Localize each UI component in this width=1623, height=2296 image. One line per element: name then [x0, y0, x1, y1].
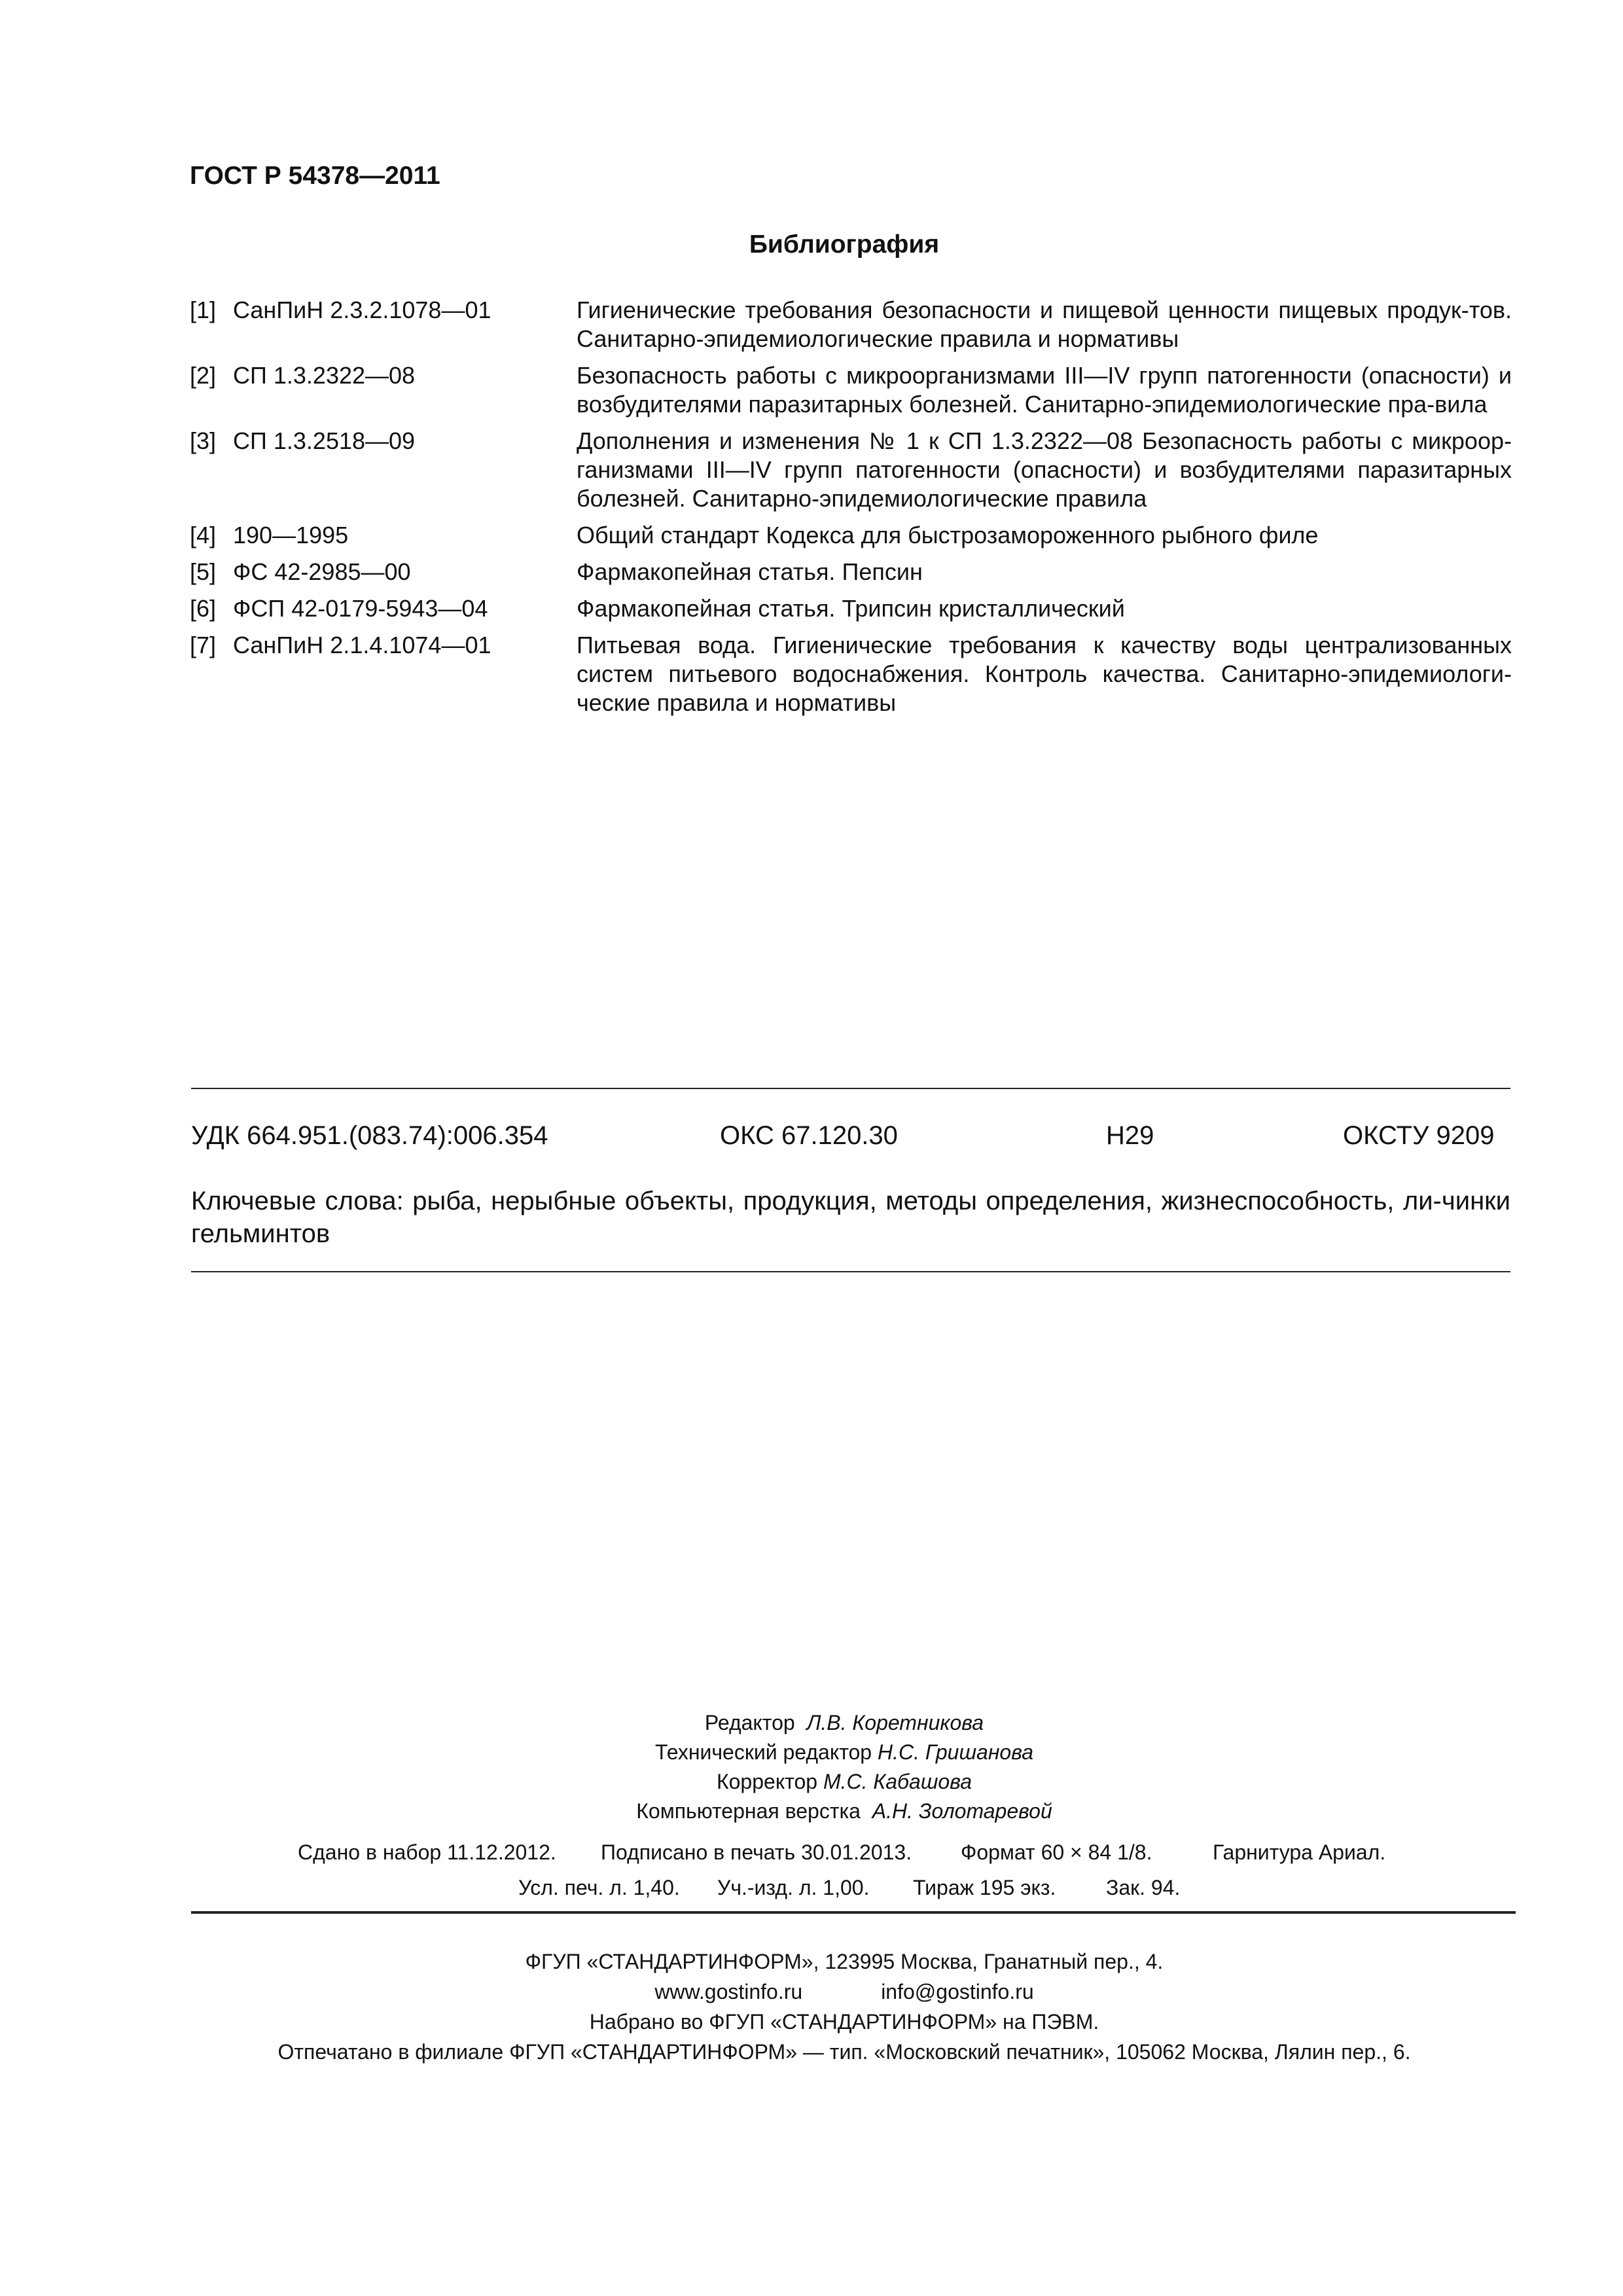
entry-number: [7] [190, 632, 217, 658]
divider-top [191, 1088, 1510, 1089]
order-number: Зак. 94. [1106, 1876, 1181, 1899]
bibliography-entry [190, 521, 1512, 550]
credit-line [0, 1738, 1623, 1767]
entry-number: [4] [190, 522, 217, 548]
entry-description: Гигиенические требования безопасности и пищевой ценности пищевых продук-тов. Санитарно-эпидемиологические правила и нормативы [577, 296, 1512, 352]
entry-reference: СП 1.3.2518—09 [233, 427, 416, 454]
category-code: Н29 [1106, 1121, 1154, 1150]
divider-bottom [191, 1271, 1510, 1272]
entry-number: [3] [190, 427, 217, 454]
entry-description: Безопасность работы с микроорганизмами III—IV групп патогенности (опасности) и возбудителями паразитарных болезней. Санитарно-эпидемиологические пра-вила [577, 362, 1512, 418]
print-format: Формат 60 × 84 1/8. [961, 1840, 1152, 1864]
publisher-footer [0, 1946, 1623, 2067]
entry-description: Фармакопейная статья. Пепсин [577, 558, 923, 585]
editorial-credits [0, 1708, 1623, 1826]
entry-reference: ФС 42-2985—00 [233, 558, 411, 585]
publisher-contacts [0, 1977, 1623, 2007]
entry-description: Дополнения и изменения № 1 к СП 1.3.2322—08 Безопасность работы с микроор-ганизмами III—IV групп патогенности (опасности) и возбудителями паразитарных болезней. Санитарно-эпидемиологические правила [577, 427, 1512, 512]
credit-role: Редактор [704, 1711, 795, 1734]
entry-number: [6] [190, 595, 217, 622]
email-link[interactable]: info@gostinfo.ru [881, 1980, 1034, 2003]
submitted-date: Сдано в набор 11.12.2012. [298, 1840, 556, 1864]
entry-reference: СанПиН 2.1.4.1074—01 [233, 632, 491, 658]
bibliography-entry [190, 361, 1512, 419]
signed-date: Подписано в печать 30.01.2013. [601, 1840, 912, 1864]
bibliography-list [190, 296, 1512, 725]
printed-note: Отпечатано в филиале ФГУП «СТАНДАРТИНФОРМ» — тип. «Московский печатник», 105062 Москва, Лялин пер., 6. [277, 2040, 1411, 2064]
credit-line [0, 1797, 1623, 1826]
entry-reference: 190—1995 [233, 522, 349, 548]
divider-footer [191, 1911, 1516, 1914]
typeset-note: Набрано во ФГУП «СТАНДАРТИНФОРМ» на ПЭВМ. [589, 2010, 1099, 2034]
print-sheets: Усл. печ. л. 1,40. [518, 1876, 680, 1899]
bibliography-entry [190, 631, 1512, 717]
entry-number: [1] [190, 296, 217, 323]
entry-reference: СанПиН 2.3.2.1078—01 [233, 296, 491, 323]
credit-line [0, 1767, 1623, 1797]
bibliography-entry [190, 594, 1512, 623]
oks-code: ОКС 67.120.30 [720, 1121, 898, 1150]
credit-name: А.Н. Золотаревой [872, 1799, 1052, 1823]
section-title: Библиография [749, 230, 940, 259]
credit-line [0, 1708, 1623, 1738]
entry-reference: СП 1.3.2322—08 [233, 362, 416, 389]
credit-name: М.С. Кабашова [823, 1770, 972, 1793]
standard-number: ГОСТ Р 54378—2011 [190, 162, 440, 190]
entry-number: [2] [190, 362, 217, 389]
entry-number: [5] [190, 558, 217, 585]
credit-role: Компьютерная верстка [636, 1799, 861, 1823]
bibliography-entry [190, 558, 1512, 586]
credit-name: Л.В. Коретникова [806, 1711, 984, 1734]
credit-name: Н.С. Гришанова [877, 1740, 1034, 1764]
bibliography-entry [190, 427, 1512, 513]
credit-role: Корректор [716, 1770, 818, 1793]
entry-description: Фармакопейная статья. Трипсин кристаллический [577, 595, 1125, 622]
edit-sheets: Уч.-изд. л. 1,00. [717, 1876, 870, 1899]
publisher-address: ФГУП «СТАНДАРТИНФОРМ», 123995 Москва, Гранатный пер., 4. [525, 1950, 1164, 1973]
entry-description: Питьевая вода. Гигиенические требования к качеству воды централизованных систем питьевого водоснабжения. Контроль качества. Санитарно-эпидемиологи-ческие правила и нормативы [577, 632, 1512, 716]
okstu-code: ОКСТУ 9209 [1343, 1121, 1495, 1150]
entry-reference: ФСП 42-0179-5943—04 [233, 595, 488, 622]
website-link[interactable]: www.gostinfo.ru [654, 1980, 803, 2003]
circulation: Тираж 195 экз. [913, 1876, 1056, 1899]
entry-description: Общий стандарт Кодекса для быстрозамороженного рыбного филе [577, 522, 1319, 548]
credit-role: Технический редактор [654, 1740, 872, 1764]
bibliography-entry [190, 296, 1512, 353]
typeface: Гарнитура Ариал. [1213, 1840, 1386, 1864]
udk-code: УДК 664.951.(083.74):006.354 [191, 1121, 548, 1150]
keywords: Ключевые слова: рыба, нерыбные объекты, продукция, методы определения, жизнеспособность, ли-чинки гельминтов [191, 1187, 1510, 1248]
